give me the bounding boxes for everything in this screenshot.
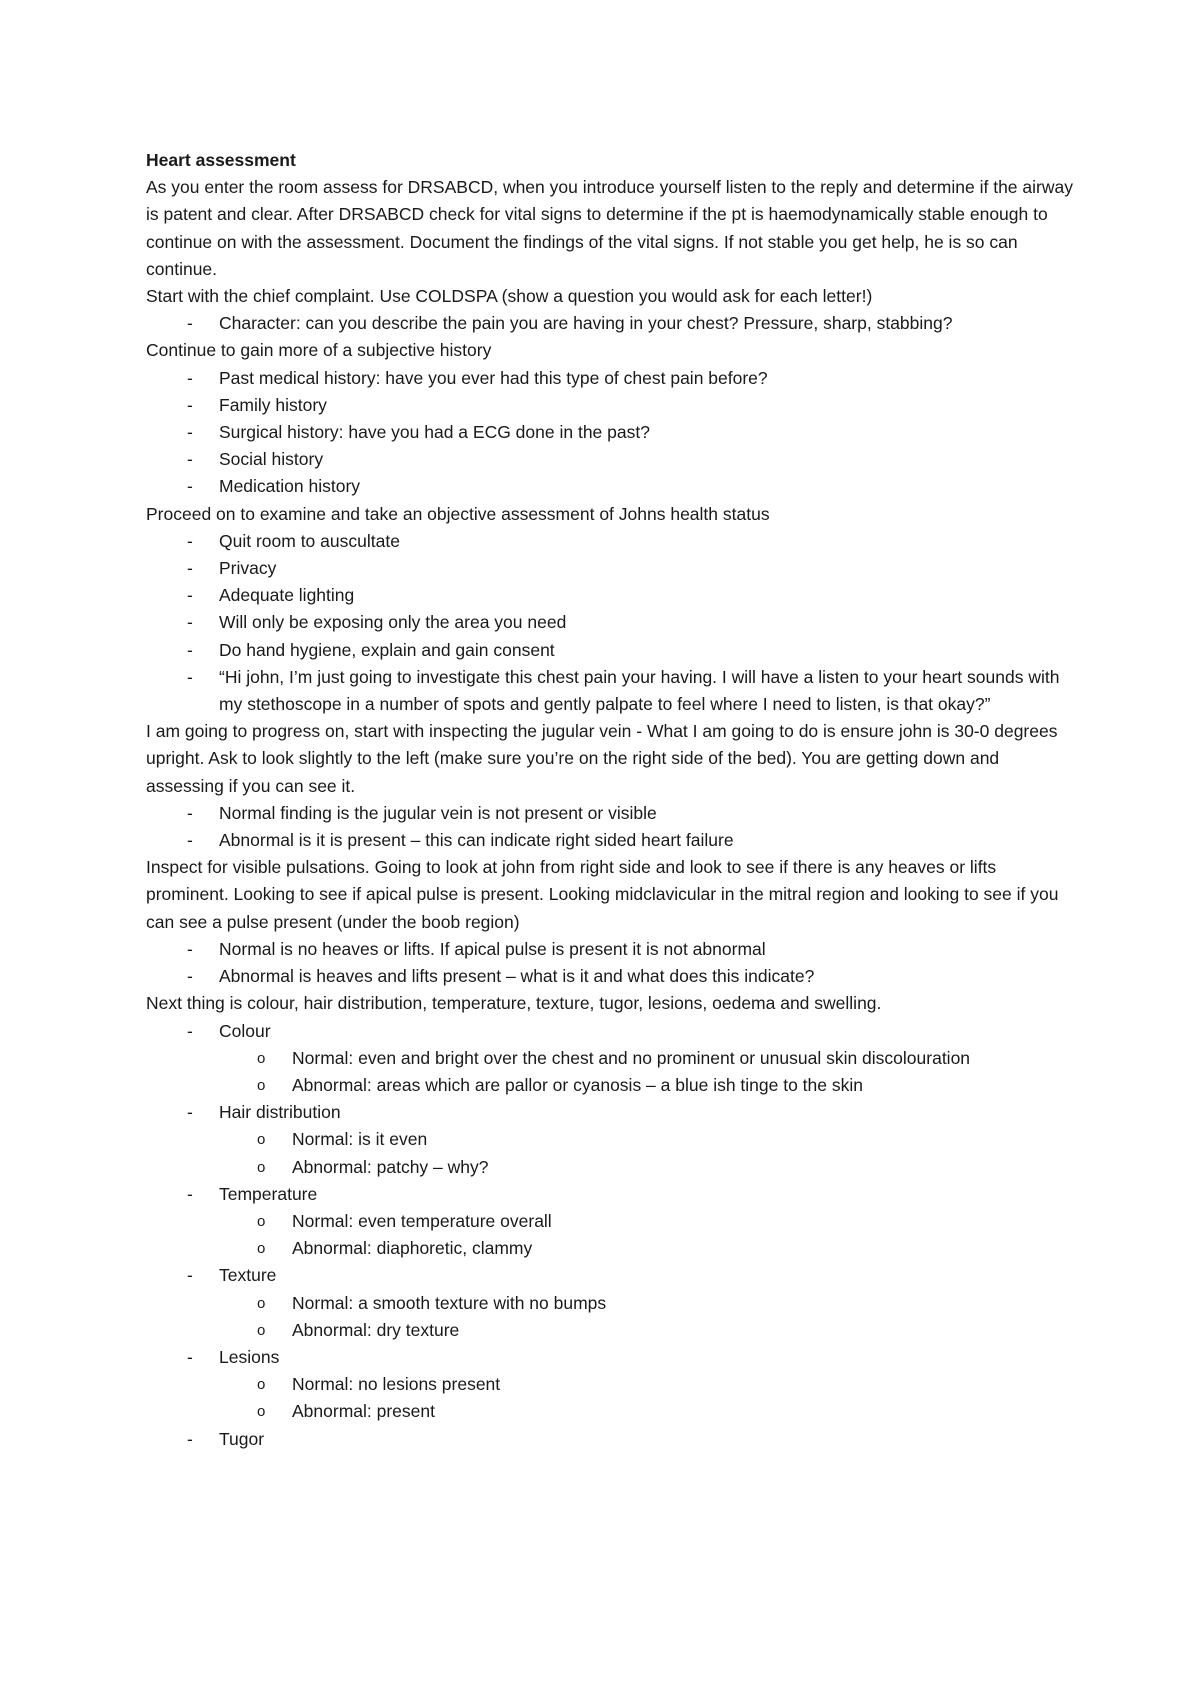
list-item-text: Privacy xyxy=(219,558,277,579)
list-item xyxy=(146,392,1076,419)
dash-marker: - xyxy=(187,585,193,606)
list-item xyxy=(146,637,1076,664)
sub-list xyxy=(219,1126,1076,1180)
circle-marker: o xyxy=(257,1321,266,1339)
document-body xyxy=(146,147,1076,1453)
circle-marker: o xyxy=(257,1049,266,1067)
chief-complaint-list xyxy=(146,310,1076,337)
list-item xyxy=(146,1262,1076,1344)
circle-marker: o xyxy=(257,1076,266,1094)
list-item xyxy=(146,936,1076,963)
dash-marker: - xyxy=(187,1346,193,1367)
circle-marker: o xyxy=(257,1158,266,1176)
list-item-text: Normal is no heaves or lifts. If apical pulse is present it is not abnormal xyxy=(219,938,766,959)
sub-list-item xyxy=(219,1398,1076,1425)
sub-list-item-text: Abnormal: diaphoretic, clammy xyxy=(292,1238,533,1259)
circle-marker: o xyxy=(257,1131,266,1149)
list-item-text: Quit room to auscultate xyxy=(219,530,400,551)
subjective-paragraph: Continue to gain more of a subjective history xyxy=(146,340,492,361)
chief-complaint-paragraph: Start with the chief complaint. Use COLDSPA (show a question you would ask for each letter!) xyxy=(146,286,873,307)
sub-list-item xyxy=(219,1235,1076,1262)
dash-marker: - xyxy=(187,666,193,687)
list-item xyxy=(146,555,1076,582)
dash-marker: - xyxy=(187,802,193,823)
skin-paragraph: Next thing is colour, hair distribution, temperature, texture, tugor, lesions, oedema and swelling. xyxy=(146,993,882,1014)
list-item xyxy=(146,800,1076,827)
sub-list xyxy=(219,1371,1076,1425)
dash-marker: - xyxy=(187,1020,193,1041)
list-item-text: Character: can you describe the pain you are having in your chest? Pressure, sharp, stabbing? xyxy=(219,313,953,334)
list-item xyxy=(146,1018,1076,1100)
list-item-text: “Hi john, I’m just going to investigate this chest pain your having. I will have a listen to your heart sounds with my stethoscope in a number of spots and gently palpate to feel where I need to listen, is that okay?” xyxy=(219,666,1060,715)
dash-marker: - xyxy=(187,639,193,660)
dash-marker: - xyxy=(187,966,193,987)
list-item xyxy=(146,1181,1076,1263)
list-item-text: Abnormal is heaves and lifts present – what is it and what does this indicate? xyxy=(219,966,815,987)
sub-list xyxy=(219,1045,1076,1099)
dash-marker: - xyxy=(187,530,193,551)
dash-marker: - xyxy=(187,422,193,443)
sub-list-item xyxy=(219,1290,1076,1317)
dash-marker: - xyxy=(187,313,193,334)
sub-list-item-text: Normal: is it even xyxy=(292,1129,428,1150)
circle-marker: o xyxy=(257,1212,266,1230)
dash-marker: - xyxy=(187,367,193,388)
document-title: Heart assessment xyxy=(146,150,296,170)
circle-marker: o xyxy=(257,1376,266,1394)
subjective-history-list xyxy=(146,365,1076,501)
list-item xyxy=(146,365,1076,392)
dash-marker: - xyxy=(187,449,193,470)
list-item-text: Do hand hygiene, explain and gain consent xyxy=(219,639,555,660)
list-item xyxy=(146,473,1076,500)
circle-marker: o xyxy=(257,1294,266,1312)
dash-marker: - xyxy=(187,830,193,851)
list-item xyxy=(146,1099,1076,1181)
dash-marker: - xyxy=(187,558,193,579)
list-item-text: Social history xyxy=(219,449,324,470)
list-item xyxy=(146,664,1076,718)
sub-list xyxy=(219,1208,1076,1262)
list-item-text: Tugor xyxy=(219,1428,265,1449)
sub-list-item-text: Normal: no lesions present xyxy=(292,1374,501,1395)
list-item-text: Abnormal is it is present – this can indicate right sided heart failure xyxy=(219,830,734,851)
list-item xyxy=(146,310,1076,337)
objective-paragraph: Proceed on to examine and take an objective assessment of Johns health status xyxy=(146,503,770,524)
list-item xyxy=(146,1344,1076,1426)
list-item-text: Normal finding is the jugular vein is not present or visible xyxy=(219,802,657,823)
sub-list-item-text: Abnormal: areas which are pallor or cyanosis – a blue ish tinge to the skin xyxy=(292,1074,863,1095)
list-item-text: Family history xyxy=(219,394,327,415)
dash-marker: - xyxy=(187,1183,193,1204)
objective-assessment-list xyxy=(146,528,1076,718)
sub-list-item-text: Abnormal: present xyxy=(292,1401,435,1422)
list-item-text: Hair distribution xyxy=(219,1102,341,1123)
sub-list-item-text: Normal: a smooth texture with no bumps xyxy=(292,1292,607,1313)
sub-list-item xyxy=(219,1208,1076,1235)
sub-list-item xyxy=(219,1045,1076,1072)
list-item xyxy=(146,528,1076,555)
dash-marker: - xyxy=(187,1265,193,1286)
pulsations-paragraph: Inspect for visible pulsations. Going to look at john from right side and look to see if there is any heaves or lifts prominent. Looking to see if apical pulse is present. Looking midclavicular in the mitral region and looking to see if you can see a pulse present (under the boob region) xyxy=(146,857,1059,932)
sub-list-item xyxy=(219,1126,1076,1153)
list-item-text: Colour xyxy=(219,1020,271,1041)
intro-paragraph: As you enter the room assess for DRSABCD, when you introduce yourself listen to the reply and determine if the airway is patent and clear. After DRSABCD check for vital signs to determine if the pt is haemodynamically stable enough to continue on with the assessment. Document the findings of the vital signs. If not stable you get help, he is so can continue. xyxy=(146,177,1073,279)
list-item xyxy=(146,419,1076,446)
list-item-text: Medication history xyxy=(219,476,361,497)
sub-list-item xyxy=(219,1371,1076,1398)
list-item xyxy=(146,582,1076,609)
sub-list-item-text: Normal: even and bright over the chest and no prominent or unusual skin discolouration xyxy=(292,1047,971,1068)
circle-marker: o xyxy=(257,1240,266,1258)
sub-list xyxy=(219,1290,1076,1344)
dash-marker: - xyxy=(187,1428,193,1449)
dash-marker: - xyxy=(187,938,193,959)
circle-marker: o xyxy=(257,1403,266,1421)
list-item-text: Past medical history: have you ever had this type of chest pain before? xyxy=(219,367,768,388)
pulsations-findings-list xyxy=(146,936,1076,990)
list-item xyxy=(146,1426,1076,1453)
sub-list-item xyxy=(219,1154,1076,1181)
jugular-paragraph: I am going to progress on, start with inspecting the jugular vein - What I am going to do is ensure john is 30-0 degrees upright. Ask to look slightly to the left (make sure you’re on the right side of the bed). You are getting down and assessing if you can see it. xyxy=(146,721,1058,796)
list-item xyxy=(146,827,1076,854)
list-item-text: Temperature xyxy=(219,1183,318,1204)
dash-marker: - xyxy=(187,476,193,497)
sub-list-item-text: Normal: even temperature overall xyxy=(292,1210,552,1231)
dash-marker: - xyxy=(187,1102,193,1123)
list-item-text: Texture xyxy=(219,1265,277,1286)
list-item-text: Adequate lighting xyxy=(219,585,355,606)
list-item xyxy=(146,609,1076,636)
jugular-findings-list xyxy=(146,800,1076,854)
list-item xyxy=(146,963,1076,990)
dash-marker: - xyxy=(187,394,193,415)
sub-list-item xyxy=(219,1317,1076,1344)
sub-list-item xyxy=(219,1072,1076,1099)
list-item xyxy=(146,446,1076,473)
list-item-text: Surgical history: have you had a ECG done in the past? xyxy=(219,422,650,443)
dash-marker: - xyxy=(187,612,193,633)
list-item-text: Lesions xyxy=(219,1346,280,1367)
sub-list-item-text: Abnormal: dry texture xyxy=(292,1319,460,1340)
list-item-text: Will only be exposing only the area you need xyxy=(219,612,567,633)
sub-list-item-text: Abnormal: patchy – why? xyxy=(292,1156,489,1177)
skin-assessment-list xyxy=(146,1018,1076,1453)
